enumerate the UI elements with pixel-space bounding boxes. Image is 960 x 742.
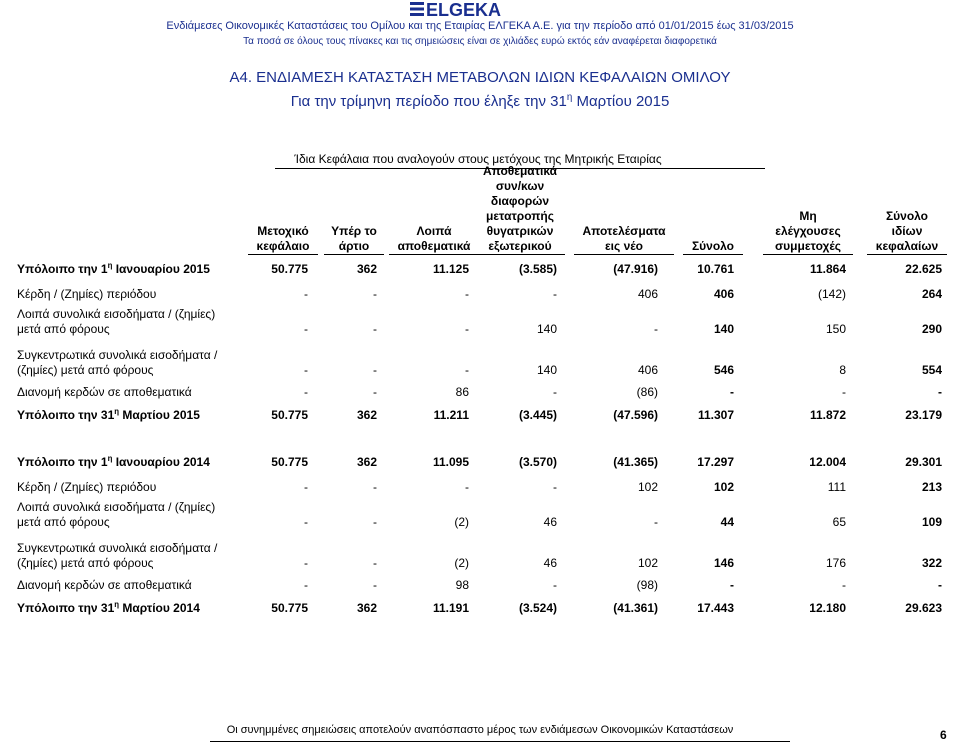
table-cell: 150 <box>825 322 846 336</box>
table-cell: 17.297 <box>697 455 734 469</box>
table-cell: - <box>654 322 658 336</box>
table-cell: (41.365) <box>613 455 658 469</box>
row-label: Διανομή κερδών σε αποθεματικά <box>17 385 192 399</box>
statement-subtitle: Για την τρίμηνη περίοδο που έληξε την $31^\eta$ Μαρτίου 2015 <box>290 92 670 110</box>
table-cell: (41.361) <box>613 601 658 615</box>
column-header-line: Μη <box>799 209 817 223</box>
column-header-1 <box>248 224 318 255</box>
row-label: Κέρδη / (Ζημίες) περιόδου <box>17 480 157 494</box>
column-header-line: κεφάλαιο <box>248 239 318 255</box>
table-cell: 86 <box>455 385 469 399</box>
column-header-line: μετατροπής <box>486 209 554 223</box>
column-header-line: αποθεματικά <box>389 239 479 255</box>
column-header-line: κεφαλαίων <box>867 239 947 255</box>
row-label: Υπόλοιπο την $31^\eta$ Μαρτίου 2014 <box>17 600 200 615</box>
table-cell: - <box>304 287 308 301</box>
table-cell: - <box>373 556 377 570</box>
table-cell: - <box>465 287 469 301</box>
table-cell: (2) <box>454 556 469 570</box>
table-cell: - <box>304 363 308 377</box>
table-cell: (86) <box>636 385 658 399</box>
table-cell: 11.864 <box>809 262 846 276</box>
column-header-line: Μετοχικό <box>257 224 309 238</box>
table-cell: 362 <box>356 262 377 276</box>
table-cell: 46 <box>543 556 557 570</box>
table-cell: 11.095 <box>432 455 469 469</box>
table-cell: 46 <box>543 515 557 529</box>
table-cell: 50.775 <box>271 408 308 422</box>
table-cell: - <box>654 515 658 529</box>
row-label: Συγκεντρωτικά συνολικά εισοδήματα / (ζημίες) μετά από φόρους <box>17 348 218 377</box>
column-header-line: Σύνολο <box>885 209 929 223</box>
group-header: Ίδια Κεφάλαια που αναλογούν στους μετόχους της Μητρικής Εταιρίας <box>294 152 662 166</box>
table-cell: 11.211 <box>433 408 469 422</box>
table-cell: - <box>373 363 377 377</box>
table-cell: - <box>373 480 377 494</box>
table-cell: (2) <box>454 515 469 529</box>
table-cell: 362 <box>356 601 377 615</box>
table-cell: - <box>304 556 308 570</box>
column-header-line: Σύνολο <box>683 239 743 255</box>
row-label: Υπόλοιπο την $31^\eta$ Μαρτίου 2015 <box>17 407 200 422</box>
table-cell: 50.775 <box>271 455 308 469</box>
table-cell: 22.625 <box>905 262 942 276</box>
table-cell: (47.596) <box>613 408 658 422</box>
table-cell: (3.570) <box>518 455 557 469</box>
table-cell: 406 <box>713 287 734 301</box>
table-cell: - <box>465 363 469 377</box>
table-cell: 102 <box>713 480 734 494</box>
column-header-line: διαφορών <box>490 194 550 208</box>
row-label: Διανομή κερδών σε αποθεματικά <box>17 578 192 592</box>
elgeka-logo-icon <box>410 0 550 18</box>
table-cell: 140 <box>536 322 557 336</box>
table-cell: 111 <box>827 480 846 494</box>
table-cell: 44 <box>720 515 734 529</box>
table-cell: 176 <box>825 556 846 570</box>
table-cell: - <box>553 287 557 301</box>
column-header-4 <box>475 164 565 255</box>
table-cell: - <box>304 385 308 399</box>
table-cell: - <box>304 515 308 529</box>
table-cell: 11.872 <box>809 408 846 422</box>
table-cell: - <box>938 578 942 592</box>
row-label: Υπόλοιπο την $1^\eta$ Ιανουαρίου 2015 <box>17 261 210 276</box>
table-cell: - <box>553 578 557 592</box>
table-cell: (3.524) <box>518 601 557 615</box>
column-header-6 <box>683 239 743 255</box>
table-cell: 109 <box>921 515 942 529</box>
row-label: Συγκεντρωτικά συνολικά εισοδήματα / (ζημίες) μετά από φόρους <box>17 541 218 570</box>
table-cell: 12.180 <box>809 601 846 615</box>
column-header-line: Αποτελέσματα <box>582 224 666 238</box>
row-label: Λοιπά συνολικά εισοδήματα / (ζημίες) μετά από φόρους <box>17 500 216 529</box>
column-header-3 <box>389 224 479 255</box>
table-cell: 264 <box>921 287 942 301</box>
table-cell: 290 <box>921 322 942 336</box>
statement-title: Α4. ΕΝΔΙΑΜΕΣΗ ΚΑΤΑΣΤΑΣΗ ΜΕΤΑΒΟΛΩΝ ΙΔΙΩΝ ΚΕΦΑΛΑΙΩΝ ΟΜΙΛΟΥ <box>229 69 731 86</box>
column-header-line: εις νέο <box>574 239 674 255</box>
table-cell: (3.445) <box>518 408 557 422</box>
table-cell: 17.443 <box>697 601 734 615</box>
column-header-line: άρτιο <box>324 239 384 255</box>
column-header-7 <box>763 209 853 255</box>
table-cell: 11.125 <box>432 262 469 276</box>
company-logo <box>0 0 960 20</box>
table-cell: 23.179 <box>905 408 942 422</box>
table-cell: - <box>553 385 557 399</box>
column-header-line: συν/κων <box>495 179 545 193</box>
table-cell: - <box>373 287 377 301</box>
column-header-line: Αποθεματικά <box>482 164 558 178</box>
column-header-2 <box>324 224 384 255</box>
table-cell: - <box>373 515 377 529</box>
table-cell: 65 <box>832 515 846 529</box>
table-cell: 8 <box>839 363 846 377</box>
table-cell: 50.775 <box>271 262 308 276</box>
column-header-line: Υπέρ το <box>331 224 377 238</box>
column-header-8 <box>867 209 947 255</box>
table-cell: 146 <box>713 556 734 570</box>
table-cell: 406 <box>637 287 658 301</box>
table-cell: 140 <box>713 322 734 336</box>
table-cell: - <box>465 480 469 494</box>
column-header-line: ελέγχουσες <box>775 224 841 238</box>
table-cell: 50.775 <box>271 601 308 615</box>
table-cell: - <box>304 578 308 592</box>
table-cell: 213 <box>921 480 942 494</box>
header-line-2: Τα ποσά σε όλους τους πίνακες και τις σημειώσεις είναι σε χιλιάδες ευρώ εκτός εάν αναφέρεται διαφορετικά <box>243 36 717 47</box>
column-header-line: ιδίων <box>891 224 923 238</box>
table-cell: - <box>938 385 942 399</box>
table-cell: 98 <box>455 578 469 592</box>
footer-note: Οι συνημμένες σημειώσεις αποτελούν αναπόσπαστο μέρος των ενδιάμεσων Οικονομικών Καταστάσεων <box>226 724 734 736</box>
table-cell: 546 <box>713 363 734 377</box>
row-label: Λοιπά συνολικά εισοδήματα / (ζημίες) μετά από φόρους <box>17 307 216 336</box>
column-header-5 <box>574 224 674 255</box>
table-cell: 29.301 <box>905 455 942 469</box>
table-cell: 406 <box>637 363 658 377</box>
column-header-line: Λοιπά <box>416 224 452 238</box>
table-cell: (3.585) <box>518 262 557 276</box>
table-cell: 12.004 <box>809 455 846 469</box>
table-cell: - <box>373 578 377 592</box>
table-cell: 29.623 <box>905 601 942 615</box>
table-cell: 362 <box>356 408 377 422</box>
table-cell: - <box>304 322 308 336</box>
column-header-line: συμμετοχές <box>763 239 853 255</box>
header-line-1: Ενδιάμεσες Οικονομικές Καταστάσεις του Ομίλου και της Εταιρίας ΕΛΓΕΚΑ Α.Ε. για την περίοδο από 01/01/2015 έως 31/03/2015 <box>166 20 794 32</box>
table-cell: 102 <box>637 556 658 570</box>
table-cell: - <box>730 385 734 399</box>
table-cell: (142) <box>817 287 846 301</box>
table-cell: 102 <box>637 480 658 494</box>
table-cell: 362 <box>356 455 377 469</box>
table-cell: - <box>553 480 557 494</box>
table-cell: - <box>373 385 377 399</box>
table-cell: - <box>304 480 308 494</box>
table-cell: 11.191 <box>432 601 469 615</box>
table-cell: 322 <box>921 556 942 570</box>
table-cell: 10.761 <box>697 262 734 276</box>
table-cell: - <box>842 578 846 592</box>
table-cell: (47.916) <box>613 262 658 276</box>
row-label: Κέρδη / (Ζημίες) περιόδου <box>17 287 157 301</box>
table-cell: 11.307 <box>697 408 734 422</box>
table-cell: - <box>465 322 469 336</box>
column-header-line: εξωτερικού <box>475 239 565 255</box>
table-cell: 140 <box>536 363 557 377</box>
table-cell: (98) <box>636 578 658 592</box>
column-header-line: θυγατρικών <box>486 224 554 238</box>
row-label: Υπόλοιπο την $1^\eta$ Ιανουαρίου 2014 <box>17 454 210 469</box>
table-cell: 554 <box>921 363 942 377</box>
page-number: 6 <box>940 728 947 742</box>
table-cell: - <box>842 385 846 399</box>
svg-text:ELGEKA: ELGEKA <box>426 0 502 18</box>
table-cell: - <box>730 578 734 592</box>
table-cell: - <box>373 322 377 336</box>
